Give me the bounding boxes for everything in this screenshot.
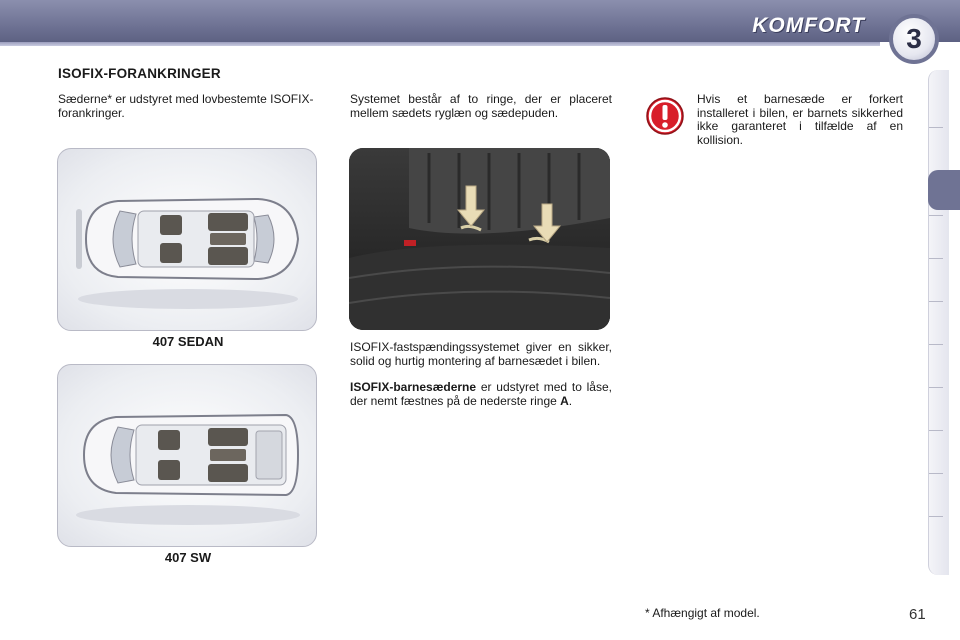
isofix-seat-text xyxy=(350,381,612,408)
tab-divider xyxy=(929,301,943,302)
car-topview-sw-icon xyxy=(58,365,316,546)
tab-divider xyxy=(929,516,943,517)
active-chapter-tab[interactable] xyxy=(928,170,960,210)
section-title: ISOFIX-FORANKRINGER xyxy=(58,66,221,81)
seat-text-end: . xyxy=(568,393,573,408)
isofix-seat-heading: ISOFIX-barnesæderne xyxy=(350,380,477,394)
tab-divider xyxy=(929,387,943,388)
car-sw-image xyxy=(57,364,317,547)
tab-divider xyxy=(929,473,943,474)
system-description: Systemet består af to ringe, der er placeret mellem sædets ryglæn og sædepuden. xyxy=(350,92,612,120)
tab-divider xyxy=(929,127,943,128)
caption-sw: 407 SW xyxy=(164,550,212,565)
car-topview-sedan-icon xyxy=(58,149,316,330)
tab-divider xyxy=(929,430,943,431)
chapter-tab-strip xyxy=(928,70,949,575)
footnote: * Afhængigt af model. xyxy=(645,606,760,620)
isofix-system-text: ISOFIX-fastspændingssystemet giver en sikker, solid og hurtig montering af barnesædet i bilen. xyxy=(350,340,612,368)
car-sedan-image xyxy=(57,148,317,331)
tab-divider xyxy=(929,258,943,259)
caption-sedan: 407 SEDAN xyxy=(152,334,224,349)
tab-divider xyxy=(929,344,943,345)
chapter-title: KOMFORT xyxy=(752,14,865,37)
isofix-seat-photo xyxy=(349,148,610,330)
warning-icon xyxy=(645,96,685,136)
tab-divider xyxy=(929,215,943,216)
intro-text: Sæderne* er udstyret med lovbestemte ISOFIX-forankringer. xyxy=(58,92,314,120)
ring-label: A xyxy=(560,393,569,408)
page-number: 61 xyxy=(909,606,926,623)
isofix-seat-body: er udstyret med to låse, der nemt fæstnes på de nederste ringe xyxy=(350,380,612,408)
header-divider xyxy=(0,42,880,46)
chapter-number-badge: 3 xyxy=(889,14,939,64)
warning-text: Hvis et barnesæde er forkert installeret i bilen, er barnets sikkerhed ikke garanteret i tilfælde af en kollision. xyxy=(697,92,903,147)
isofix-seat-photo-icon xyxy=(349,148,610,330)
